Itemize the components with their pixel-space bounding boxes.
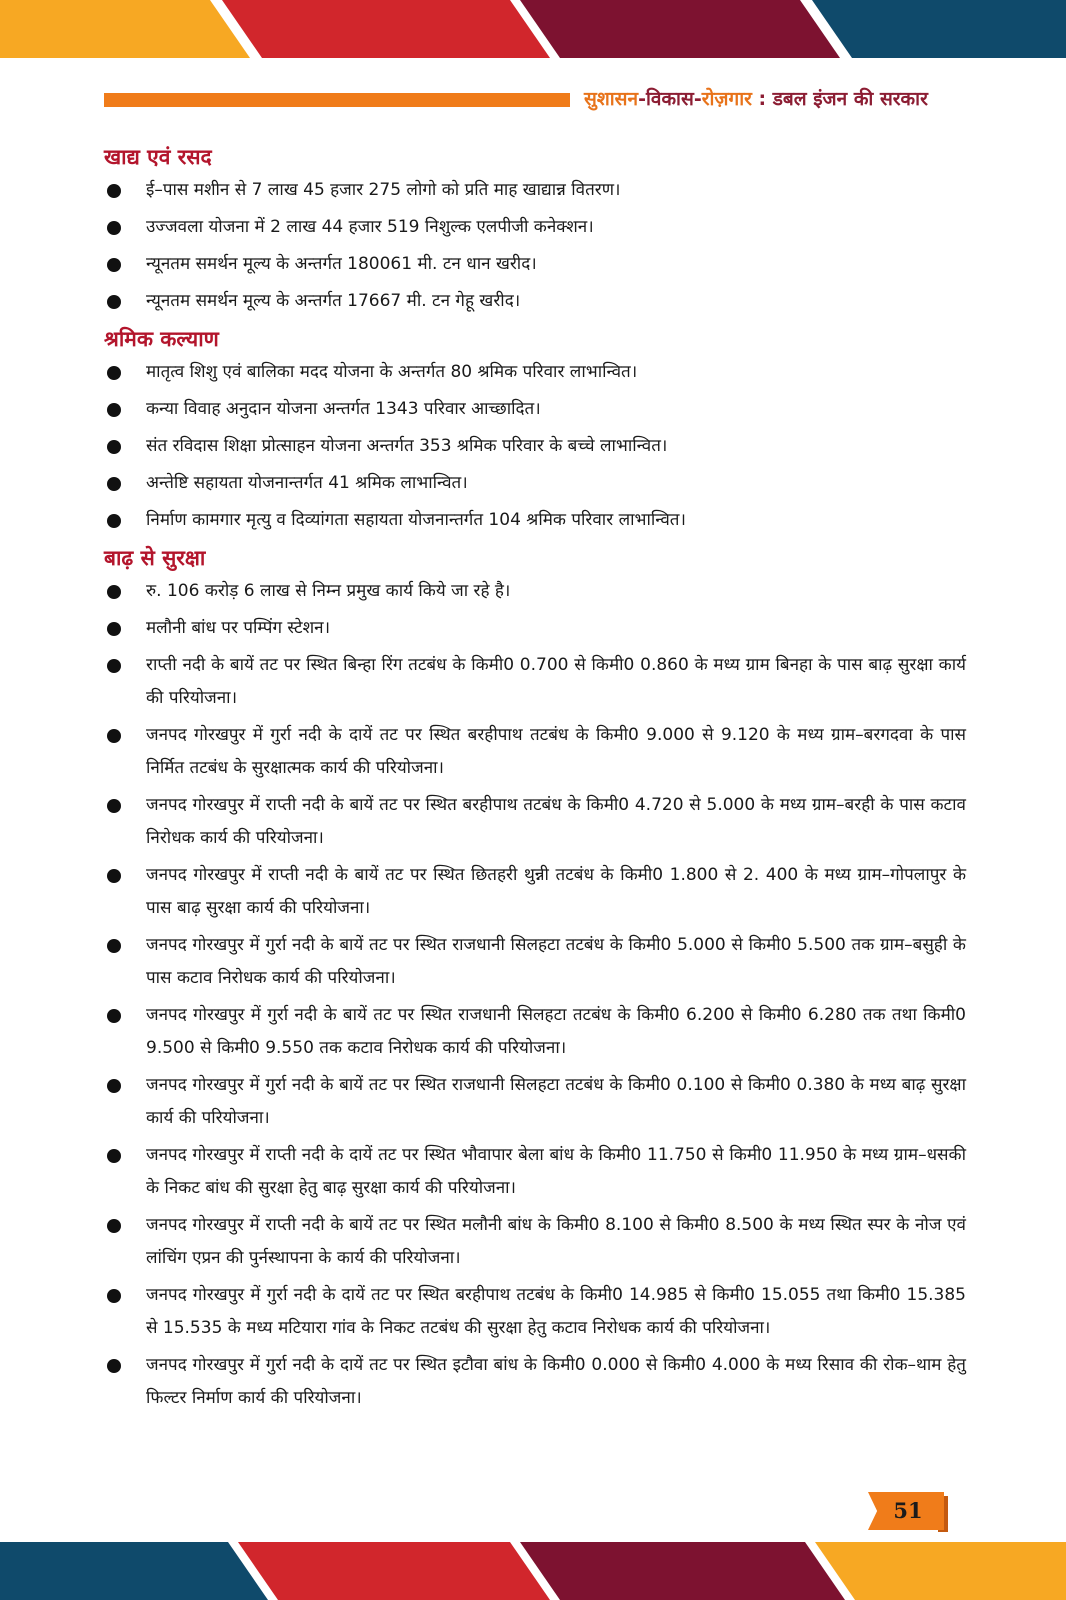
- list-item-text: जनपद गोरखपुर में गुर्रा नदी के दायें तट पर स्थित बरहीपाथ तटबंध के किमी0 9.000 से 9.120 के मध्य ग्राम–बरगदवा के पास निर्मित तटबंध के सुरक्षात्मक कार्य की परियोजना।: [146, 725, 966, 778]
- list-item: [104, 393, 966, 430]
- bottom-decorative-band: [0, 1542, 1066, 1600]
- section-title: बाढ़ से सुरक्षा: [104, 546, 206, 570]
- list-item-text: अन्तेष्टि सहायता योजनान्तर्गत 41 श्रमिक लाभान्वित।: [146, 473, 468, 493]
- header-rule: [104, 93, 570, 107]
- bullet-icon: [107, 1079, 121, 1093]
- list-item-text: निर्माण कामगार मृत्यु व दिव्यांगता सहायता योजनान्तर्गत 104 श्रमिक परिवार लाभान्वित।: [146, 510, 686, 530]
- list-item: [104, 211, 966, 248]
- bullet-icon: [107, 221, 121, 235]
- list-item: [104, 1209, 966, 1275]
- page-content: [104, 140, 966, 1419]
- list-item: [104, 1069, 966, 1135]
- bullet-icon: [107, 1359, 121, 1373]
- section-title: खाद्य एवं रसद: [104, 145, 212, 169]
- tagline-separator: -: [638, 88, 646, 110]
- list-item: [104, 1279, 966, 1345]
- top-decorative-band: [0, 0, 1066, 58]
- bullet-icon: [107, 1219, 121, 1233]
- list-item: [104, 1139, 966, 1205]
- bullet-icon: [107, 799, 121, 813]
- list-item: [104, 612, 966, 649]
- list-item: [104, 467, 966, 504]
- list-item-text: जनपद गोरखपुर में गुर्रा नदी के बायें तट पर स्थित राजधानी सिलहटा तटबंध के किमी0 5.000 से किमी0 5.500 तक ग्राम–बसुही के पास कटाव निरोधक कार्य की परियोजना।: [146, 935, 966, 988]
- list-item-text: जनपद गोरखपुर में गुर्रा नदी के बायें तट पर स्थित राजधानी सिलहटा तटबंध के किमी0 0.100 से किमी0 0.380 के मध्य बाढ़ सुरक्षा कार्य की परियोजना।: [146, 1075, 966, 1128]
- list-item: [104, 356, 966, 393]
- bullet-icon: [107, 184, 121, 198]
- bullet-icon: [107, 729, 121, 743]
- page-number-badge: [868, 1492, 948, 1530]
- tagline-part: सुशासन: [584, 88, 639, 110]
- list-item: [104, 248, 966, 285]
- list-item: [104, 789, 966, 855]
- list-item: [104, 575, 966, 612]
- list-item-text: राप्ती नदी के बायें तट पर स्थित बिन्हा रिंग तटबंध के किमी0 0.700 से किमी0 0.860 के मध्य ग्राम बिनहा के पास बाढ़ सुरक्षा कार्य की परियोजना।: [146, 655, 966, 708]
- list-item-text: जनपद गोरखपुर में राप्ती नदी के बायें तट पर स्थित बरहीपाथ तटबंध के किमी0 4.720 से 5.000 के मध्य ग्राम–बरही के पास कटाव निरोधक कार्य की परियोजना।: [146, 795, 966, 848]
- bullet-icon: [107, 1289, 121, 1303]
- list-item-text: मलौनी बांध पर पम्पिंग स्टेशन।: [146, 618, 331, 638]
- bullet-icon: [107, 939, 121, 953]
- list-item-text: रु. 106 करोड़ 6 लाख से निम्न प्रमुख कार्य किये जा रहे है।: [146, 581, 511, 601]
- tagline-separator: -: [693, 88, 702, 110]
- list-item: [104, 430, 966, 467]
- list-item-text: न्यूनतम समर्थन मूल्य के अन्तर्गत 180061 मी. टन धान खरीद।: [146, 254, 537, 274]
- list-item-text: न्यूनतम समर्थन मूल्य के अन्तर्गत 17667 मी. टन गेहू खरीद।: [146, 291, 521, 311]
- bullet-icon: [107, 258, 121, 272]
- bullet-icon: [107, 622, 121, 636]
- list-item-text: संत रविदास शिक्षा प्रोत्साहन योजना अन्तर्गत 353 श्रमिक परिवार के बच्चे लाभान्वित।: [146, 436, 668, 456]
- list-item-text: जनपद गोरखपुर में गुर्रा नदी के दायें तट पर स्थित बरहीपाथ तटबंध के किमी0 14.985 से किमी0 15.055 तथा किमी0 15.385 से 15.535 के मध्य मटियारा गांव के निकट तटबंध की सुरक्षा हेतु कटाव निरोधक कार्य की परियोजना।: [146, 1285, 966, 1338]
- bullet-icon: [107, 1009, 121, 1023]
- header-tagline: [584, 86, 964, 112]
- list-item: [104, 719, 966, 785]
- bullet-list: [104, 356, 966, 541]
- list-item-text: जनपद गोरखपुर में राप्ती नदी के बायें तट पर स्थित मलौनी बांध के किमी0 8.100 से किमी0 8.500 के मध्य स्थित स्पर के नोज एवं लांचिंग एप्रन की पुर्नस्थापना के कार्य की परियोजना।: [146, 1215, 966, 1268]
- list-item: [104, 1349, 966, 1415]
- bullet-icon: [107, 440, 121, 454]
- list-item-text: मातृत्व शिशु एवं बालिका मदद योजना के अन्तर्गत 80 श्रमिक परिवार लाभान्वित।: [146, 362, 638, 382]
- bullet-icon: [107, 869, 121, 883]
- list-item: [104, 649, 966, 715]
- bullet-icon: [107, 514, 121, 528]
- list-item: [104, 285, 966, 322]
- tagline-part: रोज़गार: [701, 88, 752, 110]
- bullet-icon: [107, 477, 121, 491]
- section-title: श्रमिक कल्याण: [104, 327, 219, 351]
- list-item: [104, 999, 966, 1065]
- bullet-icon: [107, 1149, 121, 1163]
- list-item-text: जनपद गोरखपुर में राप्ती नदी के दायें तट पर स्थित भौवापार बेला बांध के किमी0 11.750 से किमी0 11.950 के मध्य ग्राम–धसकी के निकट बांध की सुरक्षा हेतु बाढ़ सुरक्षा कार्य की परियोजना।: [146, 1145, 966, 1198]
- list-item-text: ई–पास मशीन से 7 लाख 45 हजार 275 लोगो को प्रति माह खाद्यान्न वितरण।: [146, 180, 621, 200]
- list-item: [104, 174, 966, 211]
- page-number: 51: [893, 1498, 923, 1523]
- bullet-list: [104, 174, 966, 322]
- tagline-part: विकास: [645, 88, 694, 110]
- list-item-text: जनपद गोरखपुर में गुर्रा नदी के बायें तट पर स्थित राजधानी सिलहटा तटबंध के किमी0 6.200 से किमी0 6.280 तक तथा किमी0 9.500 से किमी0 9.550 तक कटाव निरोधक कार्य की परियोजना।: [146, 1005, 966, 1058]
- bullet-icon: [107, 295, 121, 309]
- bullet-icon: [107, 403, 121, 417]
- list-item: [104, 929, 966, 995]
- list-item: [104, 859, 966, 925]
- bullet-icon: [107, 366, 121, 380]
- list-item-text: उज्जवला योजना में 2 लाख 44 हजार 519 निशुल्क एलपीजी कनेक्शन।: [146, 217, 594, 237]
- list-item-text: कन्या विवाह अनुदान योजना अन्तर्गत 1343 परिवार आच्छादित।: [146, 399, 541, 419]
- bullet-icon: [107, 585, 121, 599]
- list-item-text: जनपद गोरखपुर में गुर्रा नदी के दायें तट पर स्थित इटौवा बांध के किमी0 0.000 से किमी0 4.000 के मध्य रिसाव की रोक–थाम हेतु फिल्टर निर्माण कार्य की परियोजना।: [146, 1355, 966, 1408]
- tagline-part: : डबल इंजन की सरकार: [751, 88, 928, 110]
- list-item: [104, 504, 966, 541]
- list-item-text: जनपद गोरखपुर में राप्ती नदी के बायें तट पर स्थित छितहरी थुन्नी तटबंध के किमी0 1.800 से 2. 400 के मध्य ग्राम–गोपलापुर के पास बाढ़ सुरक्षा कार्य की परियोजना।: [146, 865, 966, 918]
- bullet-icon: [107, 659, 121, 673]
- bullet-list: [104, 575, 966, 1415]
